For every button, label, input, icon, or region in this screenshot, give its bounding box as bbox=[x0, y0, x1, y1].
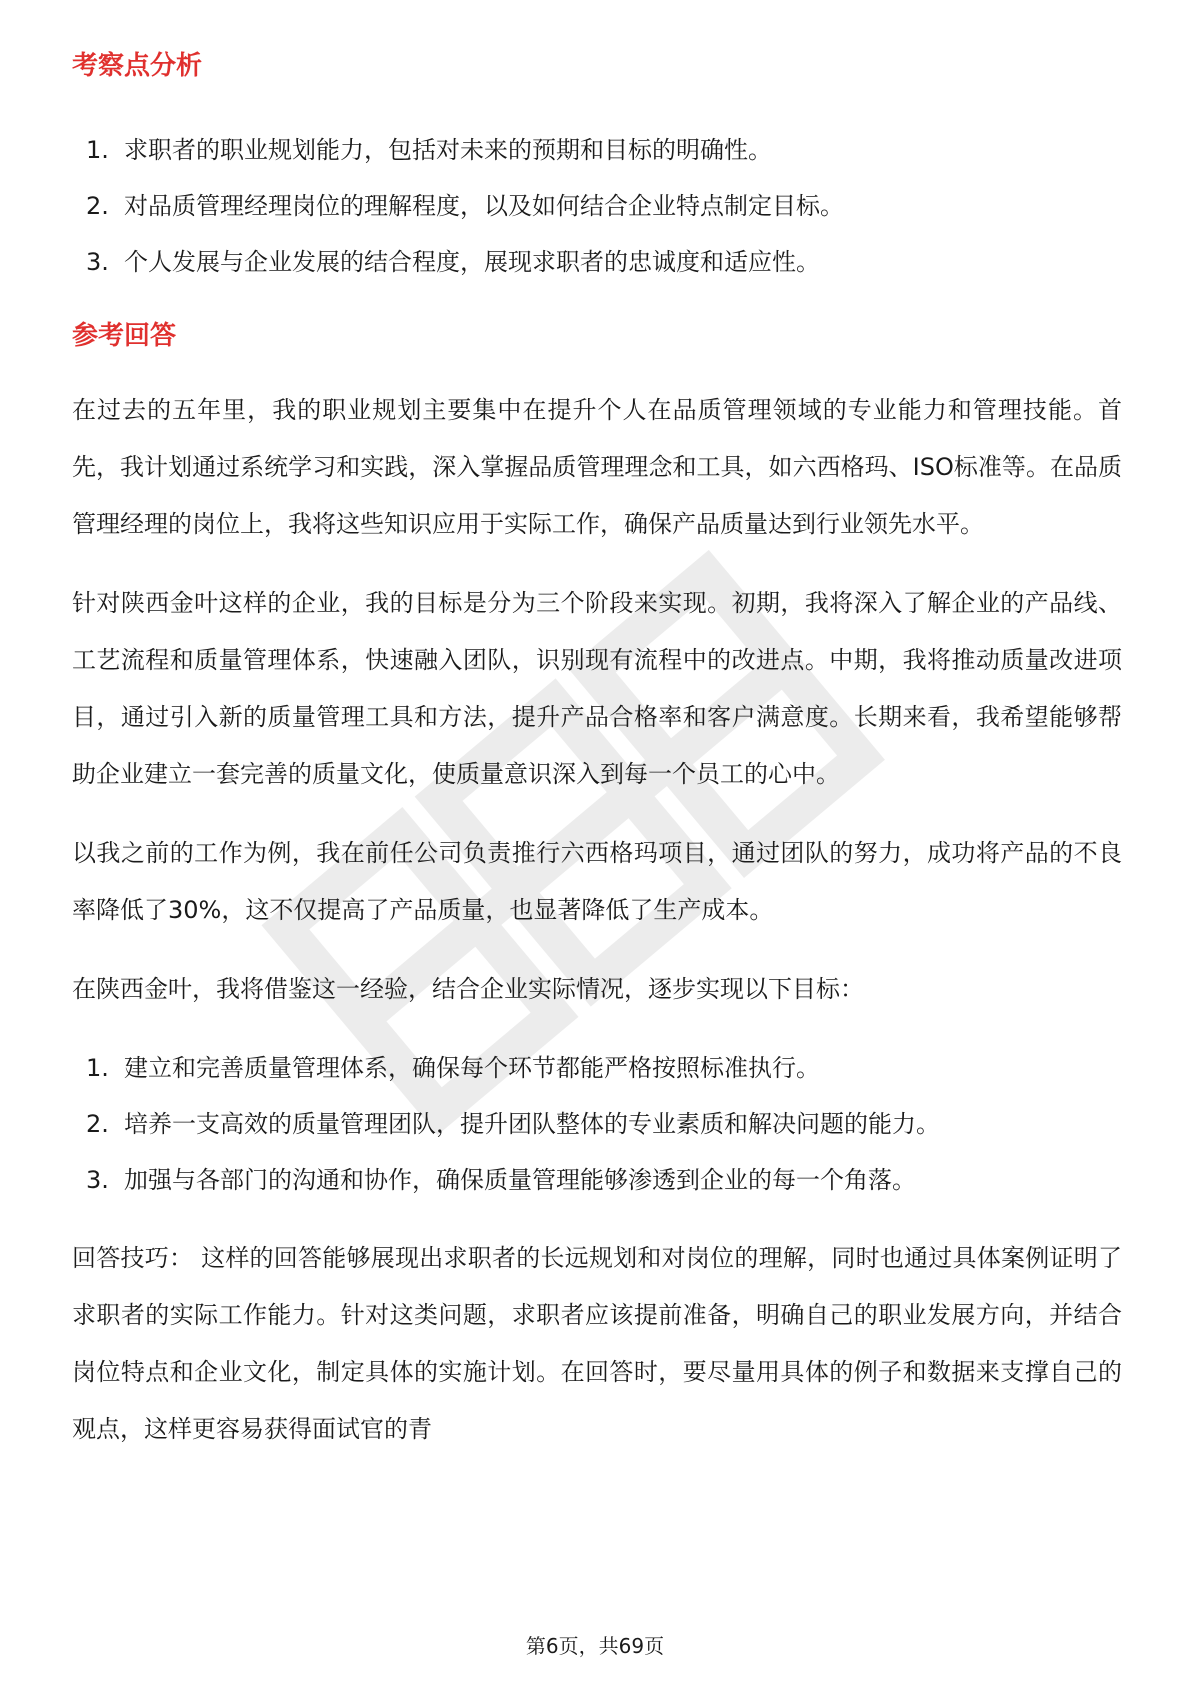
list-item-text: 建立和完善质量管理体系，确保每个环节都能严格按照标准执行。 bbox=[124, 1054, 820, 1082]
section-title-analysis: 考察点分析 bbox=[72, 51, 203, 81]
content-area bbox=[72, 48, 1122, 1458]
list-item bbox=[72, 1096, 1122, 1152]
list-item-number: 1. bbox=[86, 136, 109, 164]
list-item bbox=[72, 1152, 1122, 1208]
list-item-number: 2. bbox=[86, 192, 109, 220]
answer-paragraph-1: 在过去的五年里，我的职业规划主要集中在提升个人在品质管理领域的专业能力和管理技能。首先，我计划通过系统学习和实践，深入掌握品质管理理念和工具，如六西格玛、ISO标准等。在品质管理经理的岗位上，我将这些知识应用于实际工作，确保产品质量达到行业领先水平。 bbox=[72, 396, 1122, 538]
list-item-text: 个人发展与企业发展的结合程度，展现求职者的忠诚度和适应性。 bbox=[124, 248, 820, 276]
analysis-list bbox=[72, 122, 1122, 290]
list-item bbox=[72, 122, 1122, 178]
section-title-answer: 参考回答 bbox=[72, 321, 177, 351]
list-item bbox=[72, 1040, 1122, 1096]
list-item-text: 对品质管理经理岗位的理解程度，以及如何结合企业特点制定目标。 bbox=[124, 192, 844, 220]
list-item-text: 培养一支高效的质量管理团队，提升团队整体的专业素质和解决问题的能力。 bbox=[124, 1110, 940, 1138]
list-item-number: 1. bbox=[86, 1054, 109, 1082]
goals-list bbox=[72, 1040, 1122, 1208]
list-item-text: 求职者的职业规划能力，包括对未来的预期和目标的明确性。 bbox=[124, 136, 772, 164]
answer-paragraph-2: 针对陕西金叶这样的企业，我的目标是分为三个阶段来实现。初期，我将深入了解企业的产品线、工艺流程和质量管理体系，快速融入团队，识别现有流程中的改进点。中期，我将推动质量改进项目，通过引入新的质量管理工具和方法，提升产品合格率和客户满意度。长期来看，我希望能够帮助企业建立一套完善的质量文化，使质量意识深入到每一个员工的心中。 bbox=[72, 589, 1122, 788]
list-item bbox=[72, 178, 1122, 234]
list-item-text: 加强与各部门的沟通和协作，确保质量管理能够渗透到企业的每一个角落。 bbox=[124, 1166, 916, 1194]
list-item-number: 2. bbox=[86, 1110, 109, 1138]
answer-paragraph-4: 在陕西金叶，我将借鉴这一经验，结合企业实际情况，逐步实现以下目标： bbox=[72, 975, 864, 1003]
list-item-number: 3. bbox=[86, 248, 109, 276]
list-item bbox=[72, 234, 1122, 290]
list-item-number: 3. bbox=[86, 1166, 109, 1194]
page-number-footer: 第6页，共69页 bbox=[525, 1634, 665, 1658]
answer-paragraph-3: 以我之前的工作为例，我在前任公司负责推行六西格玛项目，通过团队的努力，成功将产品的不良率降低了30%，这不仅提高了产品质量，也显著降低了生产成本。 bbox=[72, 839, 1122, 924]
answer-tips-paragraph: 回答技巧： 这样的回答能够展现出求职者的长远规划和对岗位的理解，同时也通过具体案例证明了求职者的实际工作能力。针对这类问题，求职者应该提前准备，明确自己的职业发展方向，并结合岗位特点和企业文化，制定具体的实施计划。在回答时，要尽量用具体的例子和数据来支撑自己的观点，这样更容易获得面试官的青 bbox=[72, 1244, 1122, 1443]
